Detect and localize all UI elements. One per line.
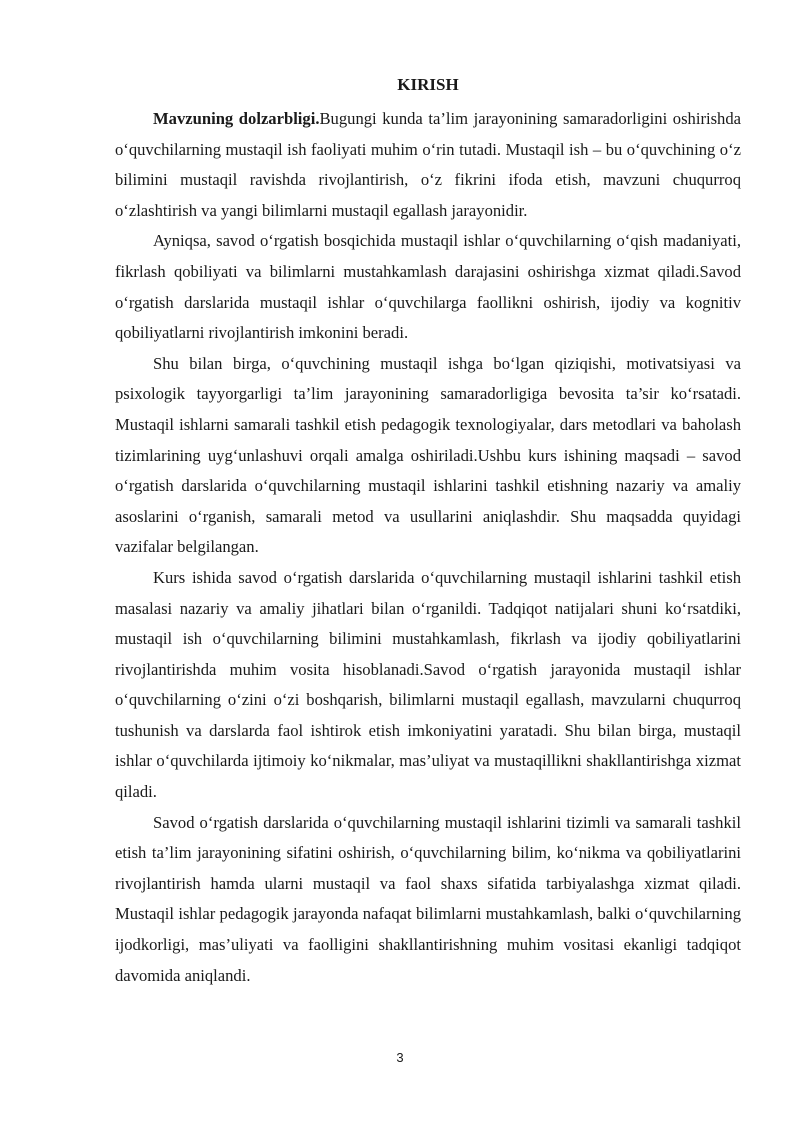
document-page (115, 70, 741, 991)
paragraph (115, 226, 741, 348)
paragraph-text: Ayniqsa, savod o‘rgatish bosqichida mustaqil ishlar o‘quvchilarning o‘qish madaniyati, fikrlash qobiliyati va bilimlarni mustahkamlash darajasini oshirishga xizmat qiladi.Savod o‘rgatish darslarida mustaqil ishlar o‘quvchilarga faollikni oshirish, ijodiy va kognitiv qobiliyatlarni rivojlantirish imkonini beradi. (115, 231, 741, 343)
paragraph-lead: Mavzuning dolzarbligi. (153, 109, 320, 128)
page-number: 3 (396, 1050, 404, 1065)
paragraph-relevance (115, 104, 741, 226)
paragraph-text: Kurs ishida savod o‘rgatish darslarida o‘quvchilarning mustaqil ishlarini tashkil etish masalasi nazariy va amaliy jihatlari bilan o‘rganildi. Tadqiqot natijalari shuni ko‘rsatdiki, mustaqil ish o‘quvchilarning bilimini mustahkamlash, fikrlash va ijodiy qobiliyatlarini rivojlantirishda muhim vosita hisoblanadi.Savod o‘rgatish jarayonida mustaqil ishlar o‘quvchilarning o‘zini o‘zi boshqarish, bilimlarni mustaqil egallash, mavzularni chuqurroq tushunish va darslarda faol ishtirok etish imkoniyatini yaratadi. Shu bilan birga, mustaqil ishlar o‘quvchilarda ijtimoiy ko‘nikmalar, mas’uliyat va mustaqillikni shakllantirishga xizmat qiladi. (115, 567, 741, 802)
paragraph-text: Savod o‘rgatish darslarida o‘quvchilarning mustaqil ishlarini tizimli va samarali tashkil etish ta’lim jarayonining sifatini oshirish, o‘quvchilarning bilim, ko‘nikma va qobiliyatlarini rivojlantirish hamda ularni mustaqil va faol shaxs sifatida tarbiyalashga xizmat qiladi. Mustaqil ishlar pedagogik jarayonda nafaqat bilimlarni mustahkamlash, balki o‘quvchilarning ijodkorligi, mas’uliyati va faolligini shakllantirishning muhim vositasi ekanligi tadqiqot davomida aniqlandi. (115, 812, 741, 985)
paragraph (115, 808, 741, 992)
paragraph (115, 563, 741, 808)
paragraph-text: Bugungi kunda ta’lim jarayonining samaradorligini oshirishda o‘quvchilarning mustaqil ish faoliyati muhim o‘rin tutadi. Mustaqil ish – bu o‘quvchining o‘z bilimini mustaqil ravishda rivojlantirish, o‘z fikrini ifoda etish, mavzuni chuqurroq o‘zlashtirish va yangi bilimlarni mustaqil egallash jarayonidir. (115, 109, 742, 220)
paragraph-text: Shu bilan birga, o‘quvchining mustaqil ishga bo‘lgan qiziqishi, motivatsiyasi va psixologik tayyorgarligi ta’lim jarayonining samaradorligiga bevosita ta’sir ko‘rsatadi. Mustaqil ishlarni samarali tashkil etish pedagogik texnologiyalar, dars metodlari va baholash tizimlarining uyg‘unlashuvi orqali amalga oshiriladi.Ushbu kurs ishining maqsadi – savod o‘rgatish darslarida o‘quvchilarning mustaqil ishlarini tashkil etishning nazariy va amaliy asoslarini o‘rganish, samarali metod va usullarini aniqlashdir. Shu maqsadda quyidagi vazifalar belgilangan. (115, 353, 741, 557)
page-title: KIRISH (397, 75, 459, 94)
paragraph (115, 349, 741, 563)
